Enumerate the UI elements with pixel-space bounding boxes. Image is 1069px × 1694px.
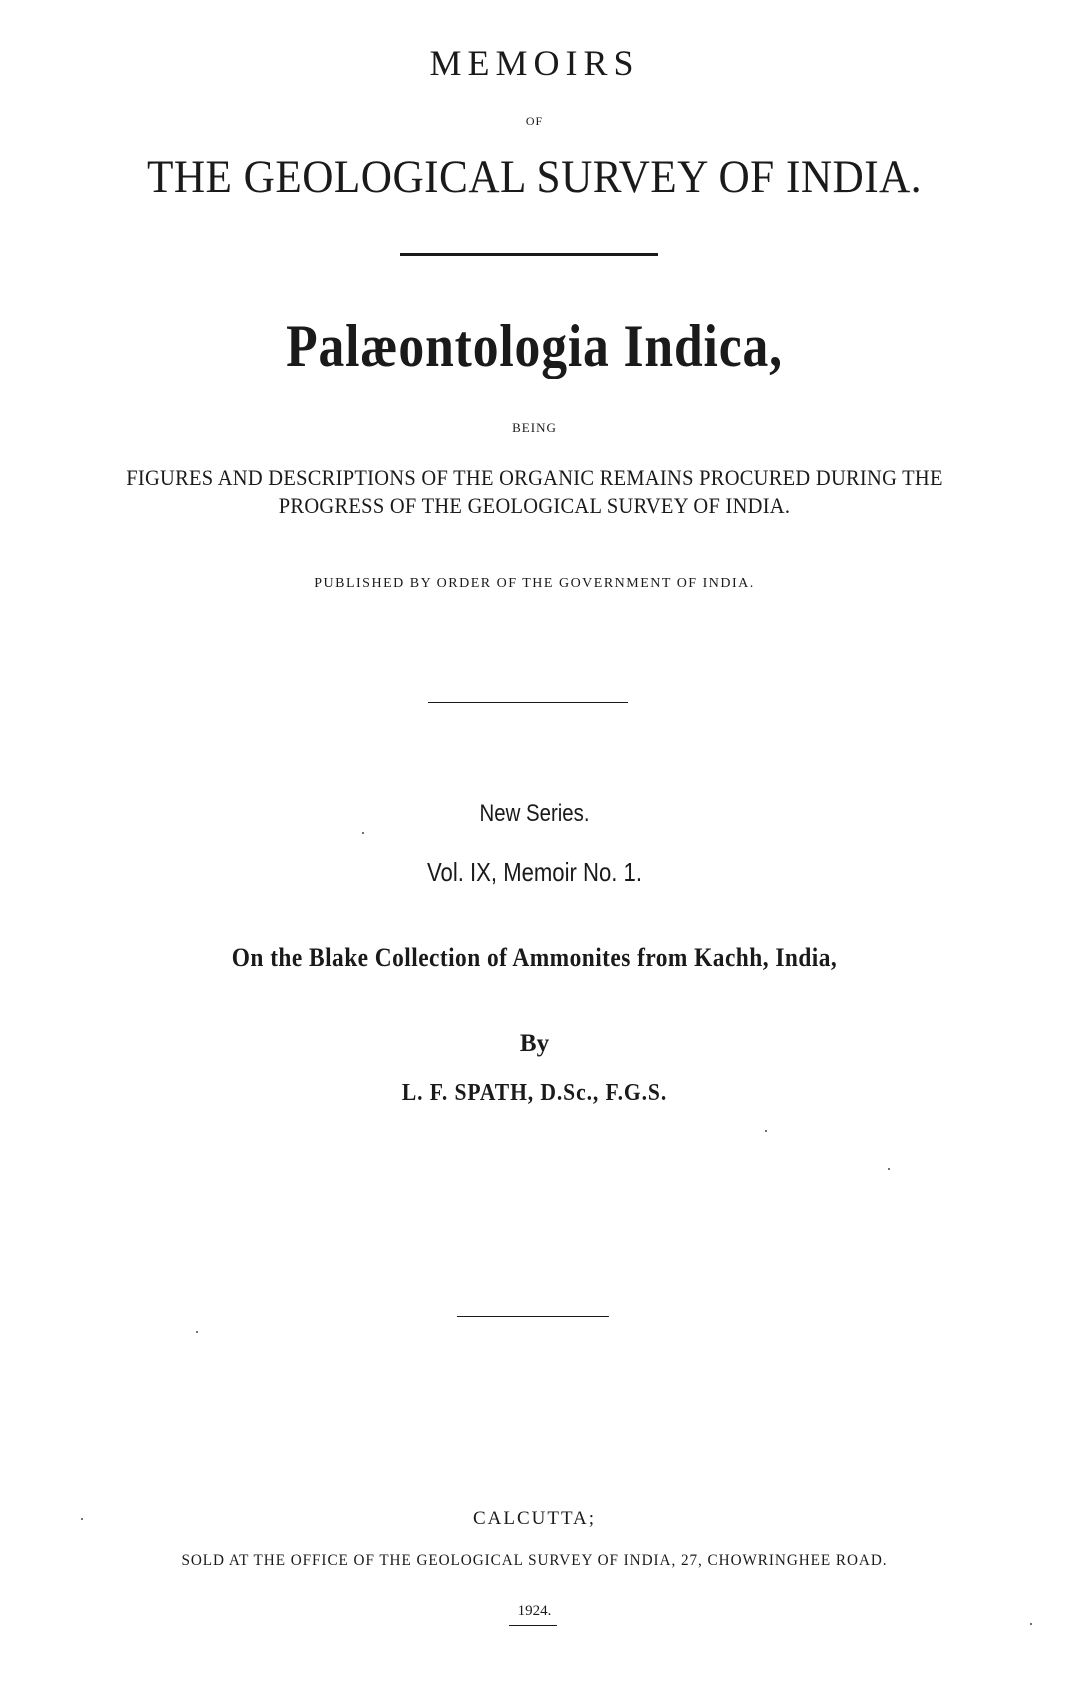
memoirs-heading: MEMOIRS bbox=[429, 43, 640, 83]
published-by: PUBLISHED BY ORDER OF THE GOVERNMENT OF INDIA. bbox=[314, 576, 755, 591]
being-connector: BEING bbox=[512, 420, 557, 435]
divider-rule bbox=[509, 1625, 557, 1626]
scan-speck bbox=[888, 1168, 890, 1170]
survey-title: THE GEOLOGICAL SURVEY OF INDIA. bbox=[146, 151, 923, 203]
divider-rule bbox=[428, 702, 628, 703]
by-label: By bbox=[519, 1030, 550, 1057]
imprint-city: CALCUTTA; bbox=[472, 1508, 597, 1529]
imprint-year: 1924. bbox=[517, 1603, 552, 1619]
description-line-2: PROGRESS OF THE GEOLOGICAL SURVEY OF INDIA. bbox=[278, 493, 791, 518]
scan-speck bbox=[81, 1518, 83, 1520]
imprint-sold-at: SOLD AT THE OFFICE OF THE GEOLOGICAL SURVEY OF INDIA, 27, CHOWRINGHEE ROAD. bbox=[181, 1552, 888, 1569]
scan-speck bbox=[196, 1331, 198, 1333]
divider-rule bbox=[457, 1316, 609, 1317]
author-name: L. F. SPATH, D.Sc., F.G.S. bbox=[401, 1080, 668, 1106]
divider-rule bbox=[400, 253, 658, 256]
series-title: Palæontologia Indica, bbox=[286, 313, 783, 379]
series-label: New Series. bbox=[479, 800, 590, 827]
scan-speck bbox=[362, 832, 364, 834]
of-connector: OF bbox=[525, 114, 544, 128]
scan-speck bbox=[1030, 1623, 1032, 1625]
volume-memoir: Vol. IX, Memoir No. 1. bbox=[427, 857, 642, 887]
description-line-1: FIGURES AND DESCRIPTIONS OF THE ORGANIC REMAINS PROCURED DURING THE bbox=[126, 465, 943, 490]
scan-speck bbox=[765, 1130, 767, 1132]
memoir-title: On the Blake Collection of Ammonites from Kachh, India, bbox=[231, 943, 838, 972]
